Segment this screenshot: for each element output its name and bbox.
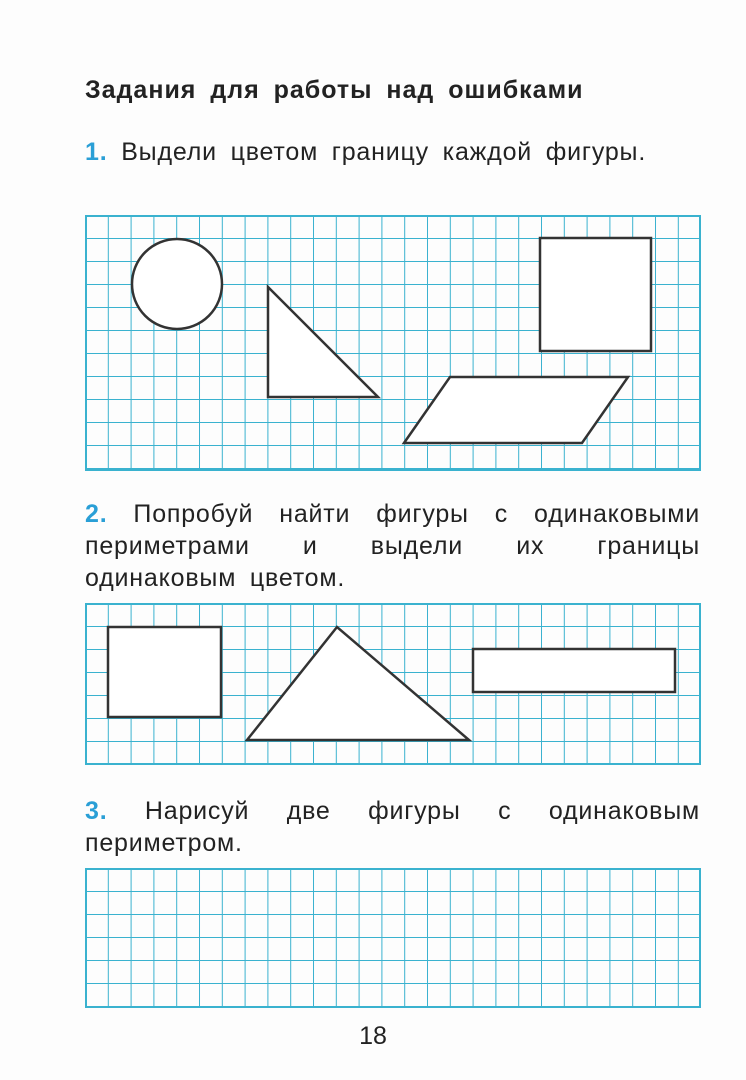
grid-2 <box>85 603 701 765</box>
task-number: 1. <box>85 138 108 166</box>
task-number: 3. <box>85 797 108 825</box>
task-3 <box>85 795 700 859</box>
circle-shape <box>132 239 222 329</box>
page-number: 18 <box>359 1022 387 1050</box>
task-text: Попробуй найти фигуры с одинаковыми периметрами и выдели их границы одинаковым цветом. <box>85 500 700 592</box>
task-text: Нарисуй две фигуры с одинаковым периметром. <box>85 797 700 857</box>
task-text: Выдели цветом границу каждой фигуры. <box>121 138 647 166</box>
grid-1 <box>85 215 701 471</box>
task-2 <box>85 498 700 594</box>
grid-3-drawing-area[interactable] <box>85 868 701 1008</box>
task-number: 2. <box>85 500 108 528</box>
long-rectangle-shape <box>473 649 675 692</box>
grid-cells <box>85 868 701 1008</box>
page-title: Задания для работы над ошибками <box>85 76 584 104</box>
task-1 <box>85 136 700 168</box>
rectangle-shape <box>108 627 221 717</box>
rectangle-shape <box>540 238 651 351</box>
